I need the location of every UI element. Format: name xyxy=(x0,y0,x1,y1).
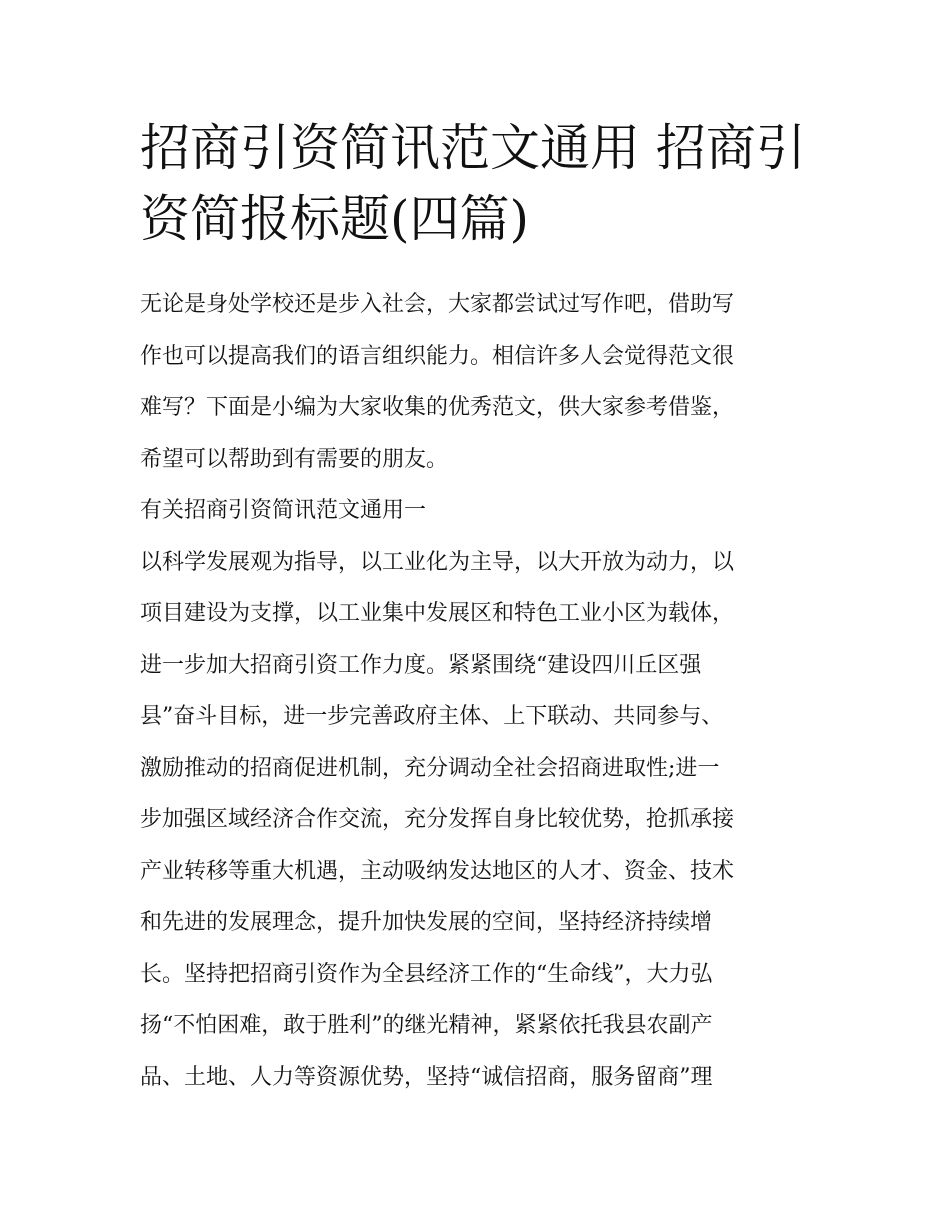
intro-line: 难写？下面是小编为大家收集的优秀范文，供大家参考借鉴， xyxy=(140,395,735,420)
paragraph-line: 以科学发展观为指导，以工业化为主导，以大开放为动力，以 xyxy=(140,549,735,575)
intro-line: 希望可以帮助到有需要的朋友。 xyxy=(140,446,449,472)
paragraph-line: 激励推动的招商促进机制，充分调动全社会招商进取性;进一 xyxy=(140,755,720,781)
paragraph-line: 步加强区域经济合作交流，充分发挥自身比较优势，抢抓承接 xyxy=(140,807,735,832)
paragraph-line: 和先进的发展理念，提升加快发展的空间，坚持经济持续增 xyxy=(140,910,713,935)
section-heading: 有关招商引资简讯范文通用一 xyxy=(140,498,427,523)
paragraph-line: 品、土地、人力等资源优势，坚持“诚信招商，服务留商”理 xyxy=(140,1064,713,1090)
document-body xyxy=(140,279,816,1103)
title-line: 招商引资简讯范文通用 招商引 xyxy=(140,119,806,177)
title-line: 资简报标题(四篇) xyxy=(140,190,530,248)
paragraph-line: 产业转移等重大机遇，主动吸纳发达地区的人才、资金、技术 xyxy=(140,858,735,884)
paragraph-line: 项目建设为支撑，以工业集中发展区和特色工业小区为载体， xyxy=(140,601,735,626)
paragraph-line: 县”奋斗目标，进一步完善政府主体、上下联动、共同参与、 xyxy=(140,704,724,729)
paragraph-line: 扬“不怕困难，敢于胜利”的继光精神，紧紧依托我县农副产 xyxy=(140,1013,713,1038)
paragraph-line: 进一步加大招商引资工作力度。紧紧围绕“建设四川丘区强 xyxy=(140,652,702,678)
paragraph-line: 长。坚持把招商引资作为全县经济工作的“生命线”，大力弘 xyxy=(140,961,713,987)
document-title xyxy=(140,113,820,255)
intro-line: 作也可以提高我们的语言组织能力。相信许多人会觉得范文很 xyxy=(140,343,735,369)
intro-line: 无论是身处学校还是步入社会，大家都尝试过写作吧，借助写 xyxy=(140,292,735,317)
